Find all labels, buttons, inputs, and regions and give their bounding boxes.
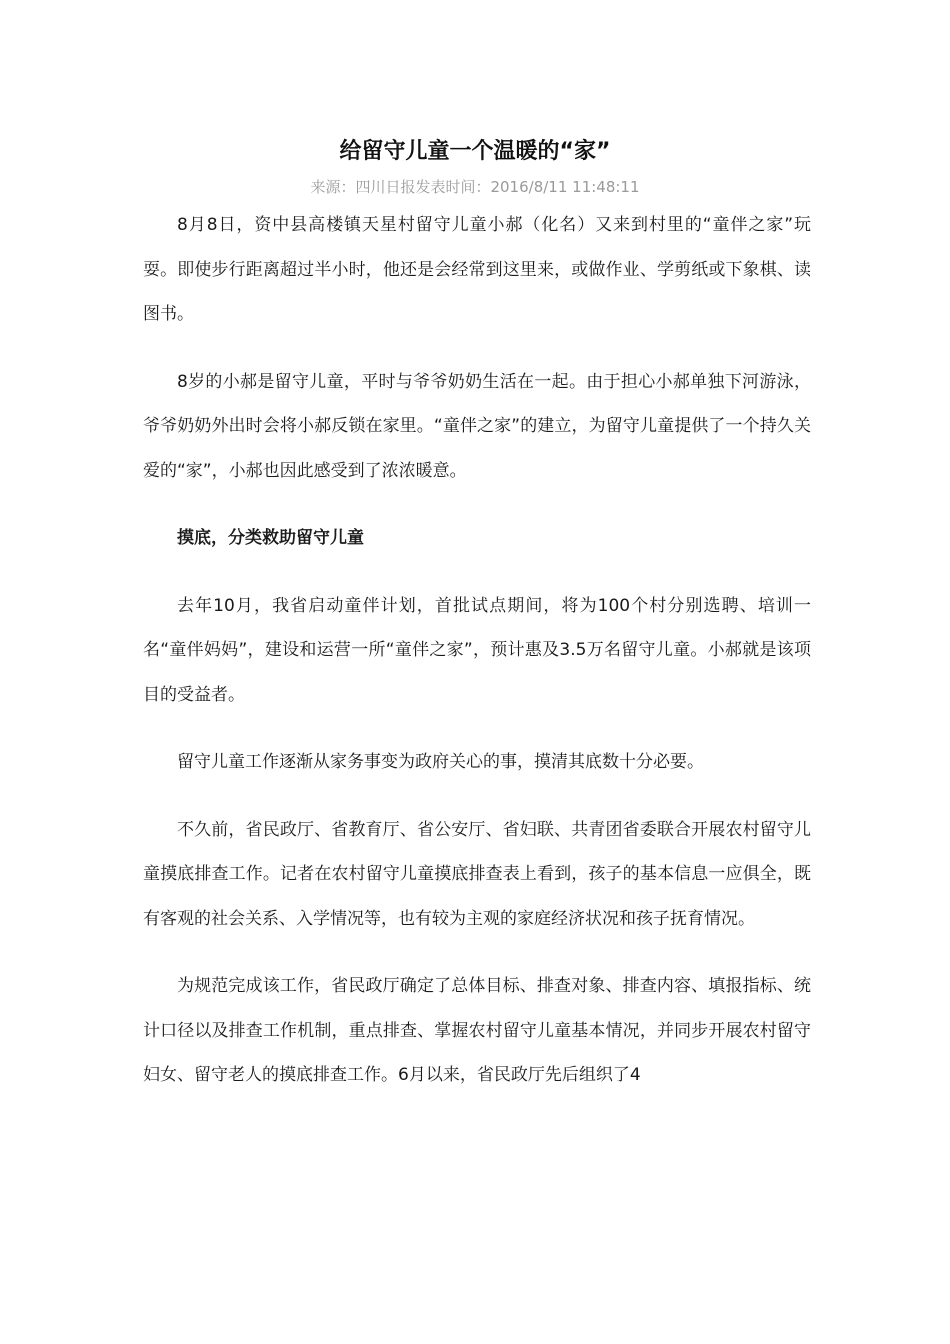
paragraph-5: 不久前，省民政厅、省教育厅、省公安厅、省妇联、共青团省委联合开展农村留守儿童摸底排查工作。记者在农村留守儿童摸底排查表上看到，孩子的基本信息一应俱全，既有客观的社会关系、入学情况等，也有较为主观的家庭经济状况和孩子抚育情况。 — [143, 819, 811, 929]
paragraph-3: 去年10月，我省启动童伴计划，首批试点期间，将为100个村分别选聘、培训一名“童伴妈妈”，建设和运营一所“童伴之家”，预计惠及3.5万名留守儿童。小郝就是该项目的受益者。 — [143, 595, 811, 705]
article-title: 给留守儿童一个温暖的“家” — [339, 139, 611, 164]
paragraph-6: 为规范完成该工作，省民政厅确定了总体目标、排查对象、排查内容、填报指标、统计口径以及排查工作机制，重点排查、掌握农村留守儿童基本情况，并同步开展农村留守妇女、留守老人的摸底排查工作。6月以来，省民政厅先后组织了4 — [143, 976, 811, 1085]
paragraph-1: 8月8日，资中县高楼镇天星村留守儿童小郝（化名）又来到村里的“童伴之家”玩耍。即使步行距离超过半小时，他还是会经常到这里来，或做作业、学剪纸或下象棋、读图书。 — [143, 215, 811, 324]
article-body — [143, 203, 811, 1098]
paragraph-4: 留守儿童工作逐渐从家务事变为政府关心的事，摸清其底数十分必要。 — [177, 752, 704, 772]
article-source-and-time: 来源：四川日报发表时间：2016/8/11 11:48:11 — [310, 178, 640, 196]
paragraph-2: 8岁的小郝是留守儿童，平时与爷爷奶奶生活在一起。由于担心小郝单独下河游泳，爷爷奶奶外出时会将小郝反锁在家里。“童伴之家”的建立，为留守儿童提供了一个持久关爱的“家”，小郝也因此感受到了浓浓暖意。 — [143, 371, 811, 481]
section-heading: 摸底，分类救助留守儿童 — [177, 528, 364, 548]
